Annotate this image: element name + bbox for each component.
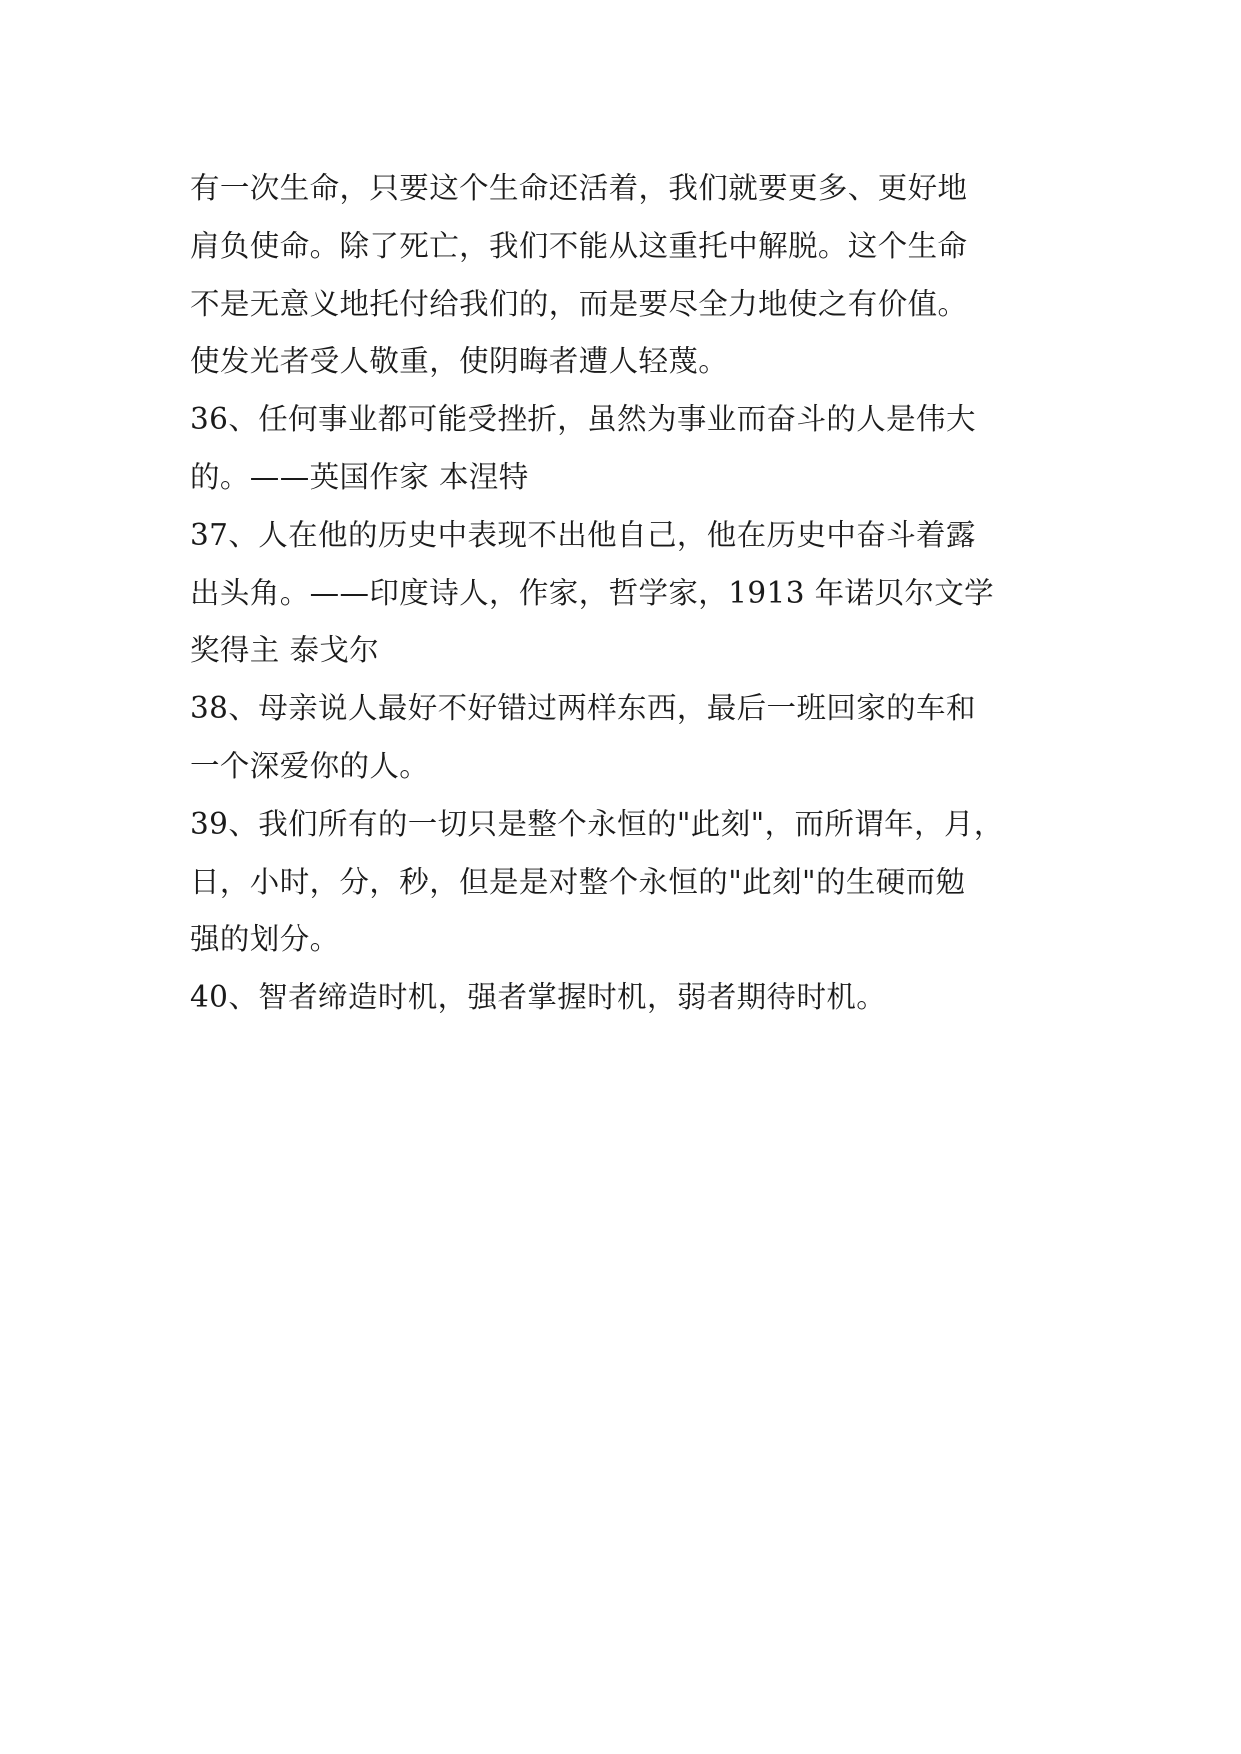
quote-36-line: 36、任何事业都可能受挫折，虽然为事业而奋斗的人是伟大 xyxy=(190,402,976,437)
text-line: 使发光者受人敬重，使阴晦者遭人轻蔑。 xyxy=(190,344,729,379)
quote-38-line: 一个深爱你的人。 xyxy=(190,748,430,783)
text-line: 不是无意义地托付给我们的，而是要尽全力地使之有价值。 xyxy=(190,286,968,321)
text-line: 有一次生命，只要这个生命还活着，我们就要更多、更好地 xyxy=(190,171,968,205)
text-line: 肩负使命。除了死亡，我们不能从这重托中解脱。这个生命 xyxy=(190,228,968,263)
quote-37-line: 37、人在他的历史中表现不出他自己，他在历史中奋斗着露 xyxy=(190,517,976,552)
quote-40-line: 40、智者缔造时机，强者掌握时机，弱者期待时机。 xyxy=(190,980,887,1015)
quote-37-line: 奖得主 泰戈尔 xyxy=(190,633,380,668)
quote-39-line: 39、我们所有的一切只是整个永恒的"此刻"，而所谓年，月， xyxy=(190,806,1004,841)
quote-37-line: 出头角。——印度诗人，作家，哲学家，1913 年诺贝尔文学 xyxy=(190,575,995,610)
document-body xyxy=(190,160,1070,1027)
quote-38-line: 38、母亲说人最好不好错过两样东西，最后一班回家的车和 xyxy=(190,691,976,726)
quote-39-line: 强的划分。 xyxy=(190,922,340,957)
quote-39-line: 日，小时，分，秒，但是是对整个永恒的"此刻"的生硬而勉 xyxy=(190,864,966,899)
quote-36-line: 的。——英国作家 本涅特 xyxy=(190,459,529,494)
